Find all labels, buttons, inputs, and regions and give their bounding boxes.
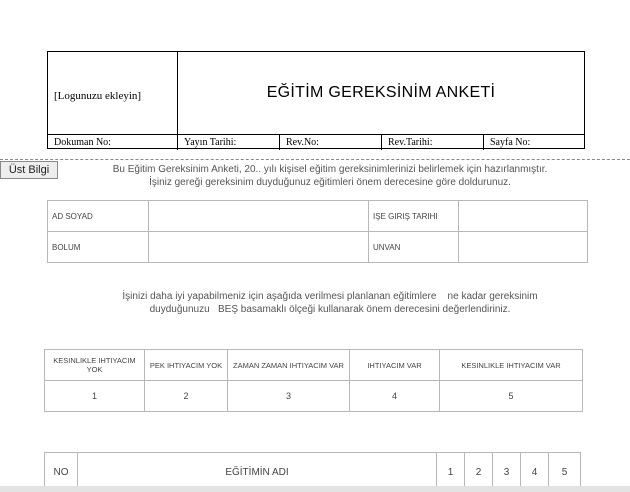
scale-value: 1 [45, 381, 145, 412]
logo-placeholder-text: [Logunuzu ekleyin] [54, 90, 142, 102]
label-bolum: BOLUM [48, 232, 149, 263]
label-ad-soyad: AD SOYAD [48, 201, 149, 232]
meta-rev-tarihi: Rev.Tarihi: [381, 135, 483, 150]
scale-label: KESINLIKLE IHTIYACIM YOK [45, 350, 145, 381]
input-unvan[interactable] [459, 232, 588, 263]
status-bar [0, 486, 630, 492]
meta-rev-no: Rev.No: [279, 135, 381, 150]
intro-text [60, 163, 600, 189]
scale-value: 3 [228, 381, 350, 412]
col-score-header: 4 [521, 453, 549, 492]
col-score-header: 3 [493, 453, 521, 492]
input-ise-giris-tarihi[interactable] [459, 201, 588, 232]
header-tag-button[interactable]: Üst Bilgi [0, 161, 58, 179]
intro-line-2: İşiniz gereği gereksinim duyduğunuz eğitimleri önem derecesine göre doldurunuz. [149, 177, 511, 188]
instruction-line-1: İşinizi daha iyi yapabilmeniz için aşağıda verilmesi planlanan eğitimlere ne kadar gereksinim [122, 291, 538, 302]
meta-yayin-tarihi: Yayın Tarihi: [177, 135, 279, 150]
col-egitim-adi-header: EĞİTİMİN ADI [78, 453, 437, 492]
scale-label: PEK IHTIYACIM YOK [145, 350, 228, 381]
col-score-header: 1 [437, 453, 465, 492]
document-title: EĞİTİM GEREKSİNİM ANKETİ [266, 84, 496, 101]
scale-value: 4 [350, 381, 440, 412]
header-boundary-line [0, 159, 630, 160]
scale-label: KESINLIKLE IHTIYACIM VAR [440, 350, 583, 381]
document-header [47, 51, 585, 149]
scale-value: 2 [145, 381, 228, 412]
meta-sayfa-no: Sayfa No: [483, 135, 585, 150]
label-ise-giris-tarihi: IŞE GIRIŞ TARIHI [369, 201, 459, 232]
instruction-text [60, 290, 600, 316]
personal-info-table [47, 200, 588, 263]
document-meta-row [48, 134, 584, 150]
label-unvan: UNVAN [369, 232, 459, 263]
meta-dokuman-no: Dokuman No: [54, 137, 111, 148]
logo-placeholder-cell[interactable] [48, 52, 178, 134]
intro-line-1: Bu Eğitim Gereksinim Anketi, 20.. yılı kişisel eğitim gereksinimlerinizi belirlemek için hazırlanmıştır. [112, 164, 548, 175]
scale-label: ZAMAN ZAMAN IHTIYACIM VAR [228, 350, 350, 381]
scale-value: 5 [440, 381, 583, 412]
col-no-header: NO [45, 453, 78, 492]
rating-scale-table [44, 349, 583, 412]
input-bolum[interactable] [149, 232, 369, 263]
input-ad-soyad[interactable] [149, 201, 369, 232]
col-score-header: 2 [465, 453, 493, 492]
instruction-line-2: duyduğunuzu BEŞ basamaklı ölçeği kullanarak önem derecesini değerlendiriniz. [149, 304, 511, 315]
col-score-header: 5 [549, 453, 581, 492]
scale-label: IHTIYACIM VAR [350, 350, 440, 381]
